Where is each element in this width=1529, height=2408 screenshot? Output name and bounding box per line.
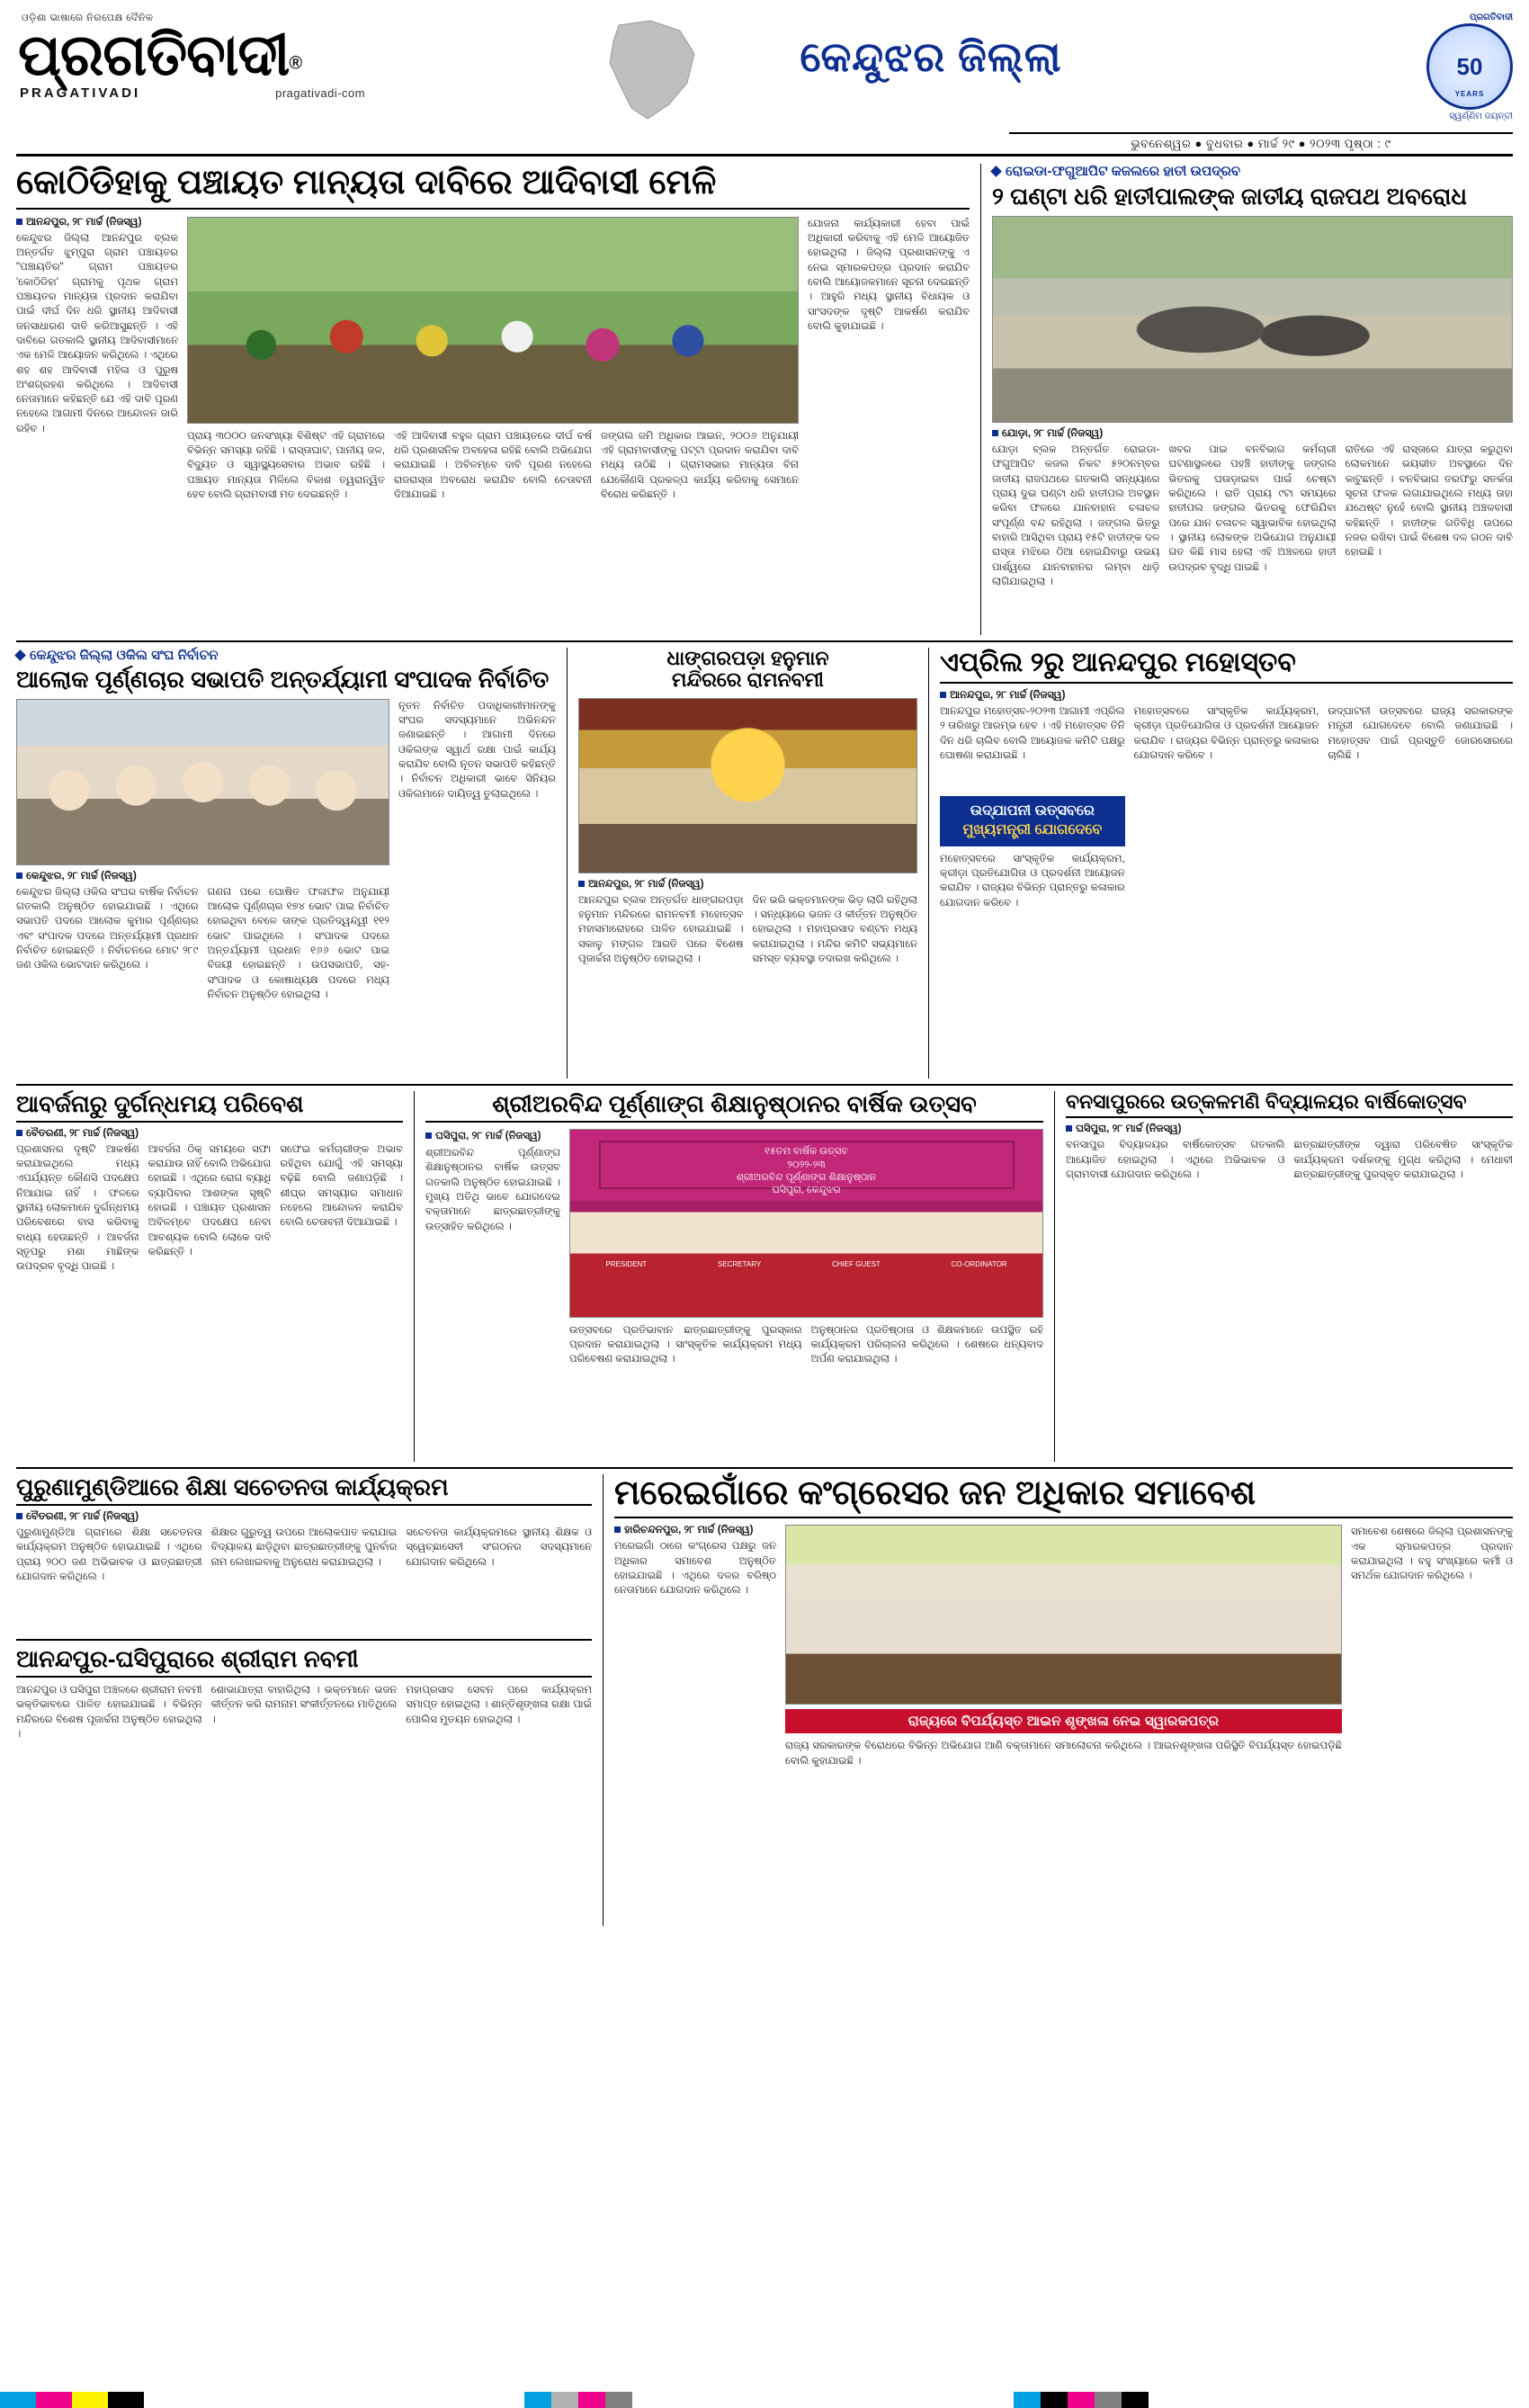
divider-3 bbox=[16, 1467, 1513, 1469]
aurobindo-photo bbox=[569, 1129, 1043, 1318]
registered-mark: ® bbox=[289, 53, 303, 74]
lead-photo bbox=[187, 217, 799, 424]
hanuman-headline-line1: ଧାଙ୍ଗରପଡ଼ା ହନୁମାନ bbox=[666, 646, 829, 669]
congress-photo bbox=[785, 1525, 1342, 1705]
district-title: କେନ୍ଦୁଝର ଜିଲ୍ଲା bbox=[800, 33, 1062, 80]
masthead-logo-english: PRAGATIVADI bbox=[20, 85, 141, 101]
lead-col5-text: ଯୋଜନା କାର୍ଯ୍ୟକାରୀ ହେବା ପାଇଁ ଅଧିକାରୀ କରିବାକୁ ଏହି ମେଳି ଆୟୋଜିତ ହୋଇଥିଲା । ଜିଲ୍ଲା ପ୍ରଶାସନଙ୍କୁ ଏ ନେଇ ସ୍ମାରକପତ୍ର ପ୍ରଦାନ କରାଯିବ ବୋଲି ଆୟୋଜକମାନେ ସୂଚନା ଦେଇଛନ୍ତି । ଆହୁରି ମଧ୍ୟ ସ୍ଥାନୀୟ ବିଧାୟକ ଓ ସାଂସଦଙ୍କ ଦୃଷ୍ଟି ଆକର୍ଷଣ କରାଯିବ ବୋଲି କୁହାଯାଇଛି । bbox=[808, 218, 970, 332]
elephant-headline: ୨ ଘଣ୍ଟା ଧରି ହାତୀପାଲଙ୍କ ଜାତୀୟ ରାଜପଥ ଅବରୋଧ bbox=[992, 183, 1468, 210]
left-bottom-column bbox=[16, 1474, 592, 1926]
anniversary-badge-icon bbox=[1426, 23, 1513, 110]
divider-2 bbox=[16, 1084, 1513, 1086]
second-block bbox=[16, 648, 1513, 1079]
mahotsav-col1-text-cont: ମହୋତ୍ସବରେ ସାଂସ୍କୃତିକ କାର୍ଯ୍ୟକ୍ରମ, କ୍ରୀଡ଼ା ପ୍ରତିଯୋଗିତା ଓ ପ୍ରଦର୍ଶନୀ ଆୟୋଜନ କରାଯିବ । ରାଜ୍ୟର ବିଭିନ୍ନ ପ୍ରାନ୍ତରୁ କଳାକାର ଯୋଗଦାନ କରିବେ । bbox=[940, 853, 1125, 909]
mahotsav-columns bbox=[940, 704, 1513, 1060]
lead-story bbox=[16, 164, 970, 635]
district-map-icon bbox=[601, 18, 704, 124]
congress-headline: ମରେଇଗାଁରେ କଂଗ୍ରେସର ଜନ ଅଧିକାର ସମାବେଶ bbox=[614, 1474, 1513, 1519]
aurobindo-col1-text: ଘସିପୁରା, ୨୮ ମାର୍ଚ୍ଚ (ନିଜସ୍ୱ) ଶ୍ରୀଅରବିନ୍ଦ ପୂର୍ଣ୍ଣାଙ୍ଗ ଶିକ୍ଷାନୁଷ୍ଠାନର ବାର୍ଷିକ ଉତ୍ସବ ଗତକାଲି ଅନୁଷ୍ଠିତ ହୋଇଯାଇଛି । ମୁଖ୍ୟ ଅତିଥି ଭାବେ ଯୋଗଦେଇ ବକ୍ତାମାନେ ଛାତ୍ରଛାତ୍ରୀଙ୍କୁ ଉତ୍ସାହିତ କରିଥିଲେ । bbox=[425, 1130, 560, 1232]
environment-col1-text: ପ୍ରଶାସନର ଦୃଷ୍ଟି ଆକର୍ଷଣ କରାଯାଇଥିଲେ ମଧ୍ୟ ଏପର୍ଯ୍ୟନ୍ତ କୌଣସି ପଦକ୍ଷେପ ନିଆଯାଇ ନାହିଁ । ଫଳରେ ସ୍ଥାନୀୟ ଲୋକମାନେ ଦୁର୍ଗନ୍ଧମୟ ପରିବେଶରେ ବାସ କରିବାକୁ ବାଧ୍ୟ ହେଉଛନ୍ତି । ଆବର୍ଜନା ସ୍ତୂପରୁ ମଶା ମାଛିଙ୍କ ଉପଦ୍ରବ ବୃଦ୍ଧି ପାଇଛି । bbox=[16, 1143, 139, 1273]
elephant-col2-text: ଖବର ପାଇ ବନବିଭାଗ କର୍ମଚାରୀ ଘଟଣାସ୍ଥଳରେ ପହଞ୍ଚି ହାତୀଙ୍କୁ ଜଙ୍ଗଲ ଭିତରକୁ ଘଉଡ଼ାଇବା ପାଇଁ ଚେଷ୍ଟା କରିଥିଲେ । ରାତି ପ୍ରାୟ ୯ଟା ସମୟରେ ହାତୀପଲ ଜଙ୍ଗଲ ଭିତରକୁ ଫେରିଯିବା ପରେ ଯାନ ଚଳାଚଳ ସ୍ୱାଭାବିକ ହୋଇଥିଲା । ସ୍ଥାନୀୟ ଲୋକଙ୍କ ଅଭିଯୋଗ ଅନୁଯାୟୀ ଗତ କିଛି ମାସ ହେଲା ଏହି ଅଞ୍ଚଳରେ ହାତୀ ଉପଦ୍ରବ ବୃଦ୍ଧି ପାଇଛି । bbox=[1168, 444, 1337, 573]
congress-col1-text: ମରେଇଗାଁ ଠାରେ କଂଗ୍ରେସ ପକ୍ଷରୁ ଜନ ଅଧିକାର ସମାବେଶ ଅନୁଷ୍ଠିତ ହୋଇଯାଇଛି । ଏଥିରେ ଦଳର ବରିଷ୍ଠ ନେତାମାନେ ଯୋଗଦାନ କରିଥିଲେ । bbox=[614, 1541, 776, 1597]
advocate-kicker: କେନ୍ଦୁଝର ଜିଲ୍ଲା ଓକିଲ ସଂଘ ନିର୍ବାଚନ bbox=[16, 648, 556, 663]
divider-4 bbox=[16, 1639, 592, 1641]
mahotsav-col1 bbox=[940, 704, 1125, 1060]
congress-story bbox=[603, 1474, 1513, 1926]
purunamundia-col2-text: ଶିକ୍ଷାର ଗୁରୁତ୍ୱ ଉପରେ ଆଲୋକପାତ କରାଯାଇ ବିଦ୍ୟାଳୟ ଛାଡ଼ିଥିବା ଛାତ୍ରଛାତ୍ରୀଙ୍କୁ ପୁନର୍ବାର ନାମ ଲେଖାଇବାକୁ ଅନୁରୋଧ କରାଯାଇଥିଲା । bbox=[210, 1526, 398, 1568]
lead-sub-columns bbox=[187, 429, 799, 613]
environment-col3-text: ସଫେଇ କର୍ମଚାରୀଙ୍କ ଅଭାବ ରହିଥିବା ଯୋଗୁଁ ଏହି ସମସ୍ୟା ବଢ଼ିଛି ବୋଲି ଜଣାପଡ଼ିଛି । ଶୀଘ୍ର ସମସ୍ୟାର ସମାଧାନ ନହେଲେ ଆନ୍ଦୋଳନ କରାଯିବ ବୋଲି ଚେତାବନୀ ଦିଆଯାଇଛି । bbox=[280, 1143, 404, 1229]
banaspur-story bbox=[1054, 1091, 1513, 1462]
environment-headline: ଆବର୍ଜନାରୁ ଦୁର୍ଗନ୍ଧମୟ ପରିବେଶ bbox=[16, 1091, 403, 1123]
purunamundia-col3-text: ସଚେତନତା କାର୍ଯ୍ୟକ୍ରମରେ ସ୍ଥାନୀୟ ଶିକ୍ଷକ ଓ ସ୍ୱେଚ୍ଛାସେବୀ ସଂଗଠନର ସଦସ୍ୟମାନେ ଯୋଗଦାନ କରିଥିଲେ । bbox=[406, 1526, 593, 1568]
banaspur-columns bbox=[1066, 1138, 1513, 1453]
masthead bbox=[16, 13, 1513, 157]
lead-byline: ଆନନ୍ଦପୁର, ୨୮ ମାର୍ଚ୍ଚ (ନିଜସ୍ୱ) bbox=[16, 217, 178, 228]
ramnabami-col1-text: ଆନନ୍ଦପୁର ଓ ଘସିପୁରା ଅଞ୍ଚଳରେ ଶ୍ରୀରାମ ନବମୀ ଭକ୍ତିଭାବରେ ପାଳିତ ହୋଇଯାଇଛି । ବିଭିନ୍ନ ମନ୍ଦିରରେ ବିଶେଷ ପୂଜାର୍ଚ୍ଚନା ଅନୁଷ୍ଠିତ ହୋଇଥିଲା । bbox=[16, 1684, 202, 1740]
hanuman-headline-line2: ମନ୍ଦିରରେ ରାମନବମୀ bbox=[672, 668, 824, 692]
elephant-col3-text: ରାତିରେ ଏହି ରାସ୍ତାରେ ଯାତ୍ରା କରୁଥିବା ଲୋକମାନେ ଭୟଭୀତ ଅବସ୍ଥାରେ ଦିନ କାଟୁଛନ୍ତି । ବନବିଭାଗ ତରଫରୁ ସତର୍କତା ସୂଚନା ଫଳକ ଲଗାଯାଇଥିଲେ ମଧ୍ୟ ତାହା ଯଥେଷ୍ଟ ନୁହେଁ ବୋଲି ସ୍ଥାନୀୟ ଅଞ୍ଚଳବାସୀ କହିଛନ୍ତି । ହାତୀଙ୍କ ଗତିବିଧି ଉପରେ ନଜର ରଖିବା ପାଇଁ ବିଶେଷ ଦଳ ଗଠନ ଦାବି ହୋଇଛି । bbox=[1345, 444, 1513, 559]
date-bar: ଭୁବନେଶ୍ୱର ● ବୁଧବାର ● ମାର୍ଚ୍ଚ ୨୯ ● ୨୦୨୩ ପୃଷ୍ଠା : ୯ bbox=[1009, 132, 1513, 156]
kicker-diamond-icon bbox=[990, 166, 1002, 177]
environment-columns bbox=[16, 1142, 403, 1462]
ramnabami-col2-text: ଶୋଭାଯାତ୍ରା ବାହାରିଥିଲା । ଭକ୍ତମାନେ ଭଜନ କୀର୍ତ୍ତନ କରି ରାମନାମ ସଂକୀର୍ତ୍ତନରେ ମାତିଥିଲେ । bbox=[210, 1684, 398, 1725]
aurobindo-columns bbox=[425, 1129, 1043, 1439]
environment-col2-text: ଆବର୍ଜନା ଠିକ୍ ସମୟରେ ସଫା କରାଯାଉ ନାହିଁ ବୋଲି ଅଭିଯୋଗ ହୋଇଛି । ଏଥିରେ ରୋଗ ବ୍ୟାଧି ବ୍ୟାପିବାର ଆଶଙ୍କା ସୃଷ୍ଟି ହୋଇଛି । ପଞ୍ଚାୟତ ପ୍ରଶାସନ ଅବିଳମ୍ବେ ପଦକ୍ଷେପ ନେବା ଆବଶ୍ୟକ ବୋଲି ଲୋକେ ଦାବି କରିଛନ୍ତି । bbox=[148, 1143, 272, 1258]
hanuman-columns bbox=[578, 893, 917, 1073]
hanuman-story bbox=[567, 648, 917, 1079]
congress-col2-text: ରାଜ୍ୟ ସରକାରଙ୍କ ବିରୋଧରେ ବିଭିନ୍ନ ଅଭିଯୋଗ ଆଣି ବକ୍ତାମାନେ ସମାଲୋଚନା କରିଥିଲେ । ଆଇନଶୃଙ୍ଖଳା ପରିସ୍ଥିତି ବିପର୍ଯ୍ୟସ୍ତ ହୋଇପଡ଼ିଛି ବୋଲି କୁହାଯାଇଛି । bbox=[785, 1741, 1342, 1767]
banner-line3: ଶ୍ରୀଅରବିନ୍ଦ ପୂର୍ଣ୍ଣାଙ୍ଗ ଶିକ୍ଷାନୁଷ୍ଠାନ bbox=[736, 1171, 877, 1183]
hanuman-col1-text: ଆନନ୍ଦପୁର ବ୍ଲକ ଅନ୍ତର୍ଗତ ଧାଙ୍ଗରପଡ଼ା ହନୁମାନ ମନ୍ଦିରରେ ରାମନବମୀ ମହୋତ୍ସବ ମହାସମାରୋହରେ ପାଳିତ ହୋଇଯାଇଛି । ସକାଳୁ ମଙ୍ଗଳ ଆରତି ପରେ ବିଶେଷ ପୂଜାର୍ଚ୍ଚନା ଅନୁଷ୍ଠିତ ହୋଇଥିଲା । bbox=[578, 894, 744, 965]
masthead-logo: ପ୍ରଗତିବାଦୀ bbox=[18, 22, 290, 87]
masthead-tagline: ଓଡ଼ିଶା ଭାଷାରେ ନିରପେକ୍ଷ ଦୈନିକ bbox=[22, 13, 154, 23]
congress-byline: ହାରିଚନ୍ଦନପୁର, ୨୮ ମାର୍ଚ୍ଚ (ନିଜସ୍ୱ) bbox=[614, 1525, 776, 1536]
advocate-col3-text: ନୂତନ ନିର୍ବାଚିତ ପଦାଧିକାରୀମାନଙ୍କୁ ସଂଘର ସଦସ୍ୟମାନେ ଅଭିନନ୍ଦନ ଜଣାଇଛନ୍ତି । ଆଗାମୀ ଦିନରେ ଓକିଲଙ୍କ ସ୍ୱାର୍ଥ ରକ୍ଷା ପାଇଁ କାର୍ଯ୍ୟ କରାଯିବ ବୋଲି ନୂତନ ସଭାପତି କହିଛନ୍ତି । ନିର୍ବାଚନ ଅଧିକାରୀ ଭାବେ ସିନିୟର ଓକିଲମାନେ ଦାୟିତ୍ୱ ତୁଲାଇଥିଲେ । bbox=[398, 700, 556, 800]
ramnabami-columns bbox=[16, 1683, 592, 1926]
lead-col4-text: ଜଙ୍ଗଲ ଜମି ଅଧିକାର ଆଇନ, ୨୦୦୬ ଅନୁଯାୟୀ ଏହି ଗ୍ରାମବାସୀଙ୍କୁ ପଟ୍ଟା ପ୍ରଦାନ କରାଯିବା ଦାବି ମଧ୍ୟ ଉଠିଛି । ଗ୍ରାମସଭାର ମାନ୍ୟତା ବିନା ଯେକୌଣସି ପ୍ରକଳ୍ପ କାର୍ଯ୍ୟ କରିବାକୁ ସେମାନେ ବିରୋଧ କରିଛନ୍ତି । bbox=[601, 430, 799, 500]
elephant-kicker: ରୋଇଡା-ଫଗୁଆପିଟ କଜଲରେ ହାତୀ ଉପଦ୍ରବ bbox=[992, 164, 1513, 179]
masthead-center bbox=[574, 13, 1288, 83]
banaspur-col1-text: ବନସାପୁର ବିଦ୍ୟାଳୟର ବାର୍ଷିକୋତ୍ସବ ଗତକାଲି ଆୟୋଜିତ ହୋଇଥିଲା । ଏଥିରେ ଅଭିଭାବକ ଓ ଗ୍ରାମବାସୀ ଯୋଗଦାନ କରିଥିଲେ । bbox=[1066, 1140, 1285, 1180]
mahotsav-highlight-box bbox=[940, 796, 1125, 846]
mahotsav-highlight-line1: ଉଦ୍‌ଯାପନୀ ଉତ୍ସବରେ bbox=[970, 803, 1095, 819]
third-block bbox=[16, 1091, 1513, 1462]
elephant-story bbox=[980, 164, 1513, 635]
mahotsav-story bbox=[928, 648, 1513, 1079]
ramnabami-headline: ଆନନ୍ଦପୁର-ଘସିପୁରାରେ ଶ୍ରୀରାମ ନବମୀ bbox=[16, 1646, 592, 1678]
advocate-byline: କେନ୍ଦୁଝର, ୨୮ ମାର୍ଚ୍ଚ (ନିଜସ୍ୱ) bbox=[16, 871, 389, 882]
mahotsav-highlight-line2: ମୁଖ୍ୟମନ୍ତ୍ରୀ ଯୋଗଦେବେ bbox=[962, 821, 1103, 837]
congress-col-1 bbox=[614, 1525, 776, 1898]
advocate-col1-text: କେନ୍ଦୁଝର ଜିଲ୍ଲା ଓକିଲ ସଂଘର ବାର୍ଷିକ ନିର୍ବାଚନ ଗତକାଲି ଅନୁଷ୍ଠିତ ହୋଇଯାଇଛି । ଏଥିରେ ସଭାପତି ପଦରେ ଆଲୋକ କୁମାର ପୂର୍ଣ୍ଣଚାର ଏବଂ ସଂପାଦକ ପଦରେ ଅନ୍ତର୍ଯ୍ୟାମୀ ପ୍ରଧାନ ନିର୍ବାଚିତ ହୋଇଛନ୍ତି । ନିର୍ବାଚନରେ ମୋଟ ୨୮୯ ଜଣ ଓକିଲ ଭୋଟଦାନ କରିଥିଲେ । bbox=[16, 886, 199, 971]
lead-col-1 bbox=[16, 217, 178, 635]
banner-line4: ଘସିପୁରା, କେନ୍ଦୁଝର bbox=[772, 1185, 841, 1196]
aurobindo-right bbox=[569, 1129, 1043, 1439]
masthead-logo-wrap bbox=[16, 22, 574, 87]
elephant-columns bbox=[992, 443, 1513, 622]
aurobindo-nameplates bbox=[570, 1260, 1042, 1268]
badge-top-label: ପ୍ରଗତିବାଦୀ bbox=[1469, 13, 1513, 22]
masthead-subline bbox=[20, 85, 574, 101]
top-block bbox=[16, 164, 1513, 635]
mahotsav-col2-text: ମହୋତ୍ସବରେ ସାଂସ୍କୃତିକ କାର୍ଯ୍ୟକ୍ରମ, କ୍ରୀଡ଼ା ପ୍ରତିଯୋଗିତା ଓ ପ୍ରଦର୍ଶନୀ ଆୟୋଜନ କରାଯିବ । ରାଜ୍ୟର ବିଭିନ୍ନ ପ୍ରାନ୍ତରୁ କଳାକାର ଯୋଗଦାନ କରିବେ । bbox=[1133, 706, 1319, 762]
hanuman-col2-text: ଦିନ ଭରି ଭକ୍ତମାନଙ୍କ ଭିଡ଼ ଲାଗି ରହିଥିଲା । ସନ୍ଧ୍ୟାରେ ଭଜନ ଓ କୀର୍ତ୍ତନ ଅନୁଷ୍ଠିତ ହୋଇଥିଲା । ମହାପ୍ରସାଦ ବଣ୍ଟନ ମଧ୍ୟ କରାଯାଇଥିଲା । ମନ୍ଦିର କମିଟି ସଭ୍ୟମାନେ ସମସ୍ତ ବ୍ୟବସ୍ଥା ତଦାରଖ କରିଥିଲେ । bbox=[752, 894, 917, 965]
advocate-left bbox=[16, 699, 389, 1079]
congress-col-2 bbox=[785, 1525, 1342, 1898]
nameplate-chief-guest: CHIEF GUEST bbox=[832, 1259, 881, 1268]
banaspur-headline: ବନସାପୁରରେ ଉତ୍କଳମଣି ବିଦ୍ୟାଳୟର ବାର୍ଷିକୋତ୍ସବ bbox=[1066, 1091, 1513, 1119]
aurobindo-sub-columns bbox=[569, 1323, 1043, 1436]
kicker-diamond-icon bbox=[14, 649, 26, 661]
badge-years-label: YEARS bbox=[1454, 90, 1485, 98]
congress-col3-text: ସମାବେଶ ଶେଷରେ ଜିଲ୍ଲା ପ୍ରଶାସନଙ୍କୁ ଏକ ସ୍ମାରକପତ୍ର ପ୍ରଦାନ କରାଯାଇଥିଲା । ବହୁ ସଂଖ୍ୟାରେ କର୍ମୀ ଓ ସମର୍ଥକ ଯୋଗଦାନ କରିଥିଲେ । bbox=[1351, 1526, 1513, 1582]
lead-col2-text: ପ୍ରାୟ ୩୦୦୦ ଜନସଂଖ୍ୟା ବିଶିଷ୍ଟ ଏହି ଗ୍ରାମରେ ବିଭିନ୍ନ ସମସ୍ୟା ରହିଛି । ରାସ୍ତାଘାଟ, ପାନୀୟ ଜଳ, ବିଦ୍ୟୁତ ଓ ସ୍ୱାସ୍ଥ୍ୟସେବାର ଅଭାବ ରହିଛି । ପଞ୍ଚାୟତ ମାନ୍ୟତା ମିଳିଲେ ବିକାଶ ତ୍ୱରାନ୍ୱିତ ହେବ ବୋଲି ଗ୍ରାମବାସୀ ମତ ଦେଇଛନ୍ତି । bbox=[187, 430, 385, 500]
lead-col-5 bbox=[808, 217, 970, 635]
advocate-story bbox=[16, 648, 556, 1079]
divider-1 bbox=[16, 640, 1513, 642]
lead-col-2 bbox=[187, 217, 799, 635]
congress-caption-strip: ରାଜ୍ୟରେ ବିପର୍ଯ୍ୟସ୍ତ ଆଇନ ଶୃଙ୍ଖଳା ନେଇ ସ୍ୱାରକପତ୍ର bbox=[785, 1709, 1342, 1733]
advocate-col2-text: ଗଣନା ପରେ ଘୋଷିତ ଫଳାଫଳ ଅନୁଯାୟୀ ଆଲୋକ ପୂର୍ଣ୍ଣଚାର ୧୭୪ ଭୋଟ ପାଇ ନିର୍ବାଚିତ ହୋଇଥିବା ବେଳେ ତାଙ୍କ ପ୍ରତିଦ୍ୱନ୍ଦ୍ୱୀ ୧୧୨ ଭୋଟ ପାଇଥିଲେ । ସଂପାଦକ ପଦରେ ଅନ୍ତର୍ଯ୍ୟାମୀ ପ୍ରଧାନ ୧୬୬ ଭୋଟ ପାଇ ବିଜୟୀ ହୋଇଛନ୍ତି । ଉପସଭାପତି, ସହ-ସଂପାଦକ ଓ କୋଷାଧ୍ୟକ୍ଷ ପଦରେ ମଧ୍ୟ ନିର୍ବାଚନ ଅନୁଷ୍ଠିତ ହୋଇଥିଲା । bbox=[207, 886, 389, 1000]
mahotsav-col1-text: ଆନନ୍ଦପୁର ମହୋତ୍ସବ-୨୦୨୩ ଆଗାମୀ ଏପ୍ରିଲ ୨ ତାରିଖରୁ ଆରମ୍ଭ ହେବ । ଏହି ମହୋତ୍ସବ ତିନି ଦିନ ଧରି ଚାଲିବ ବୋଲି ଆୟୋଜକ କମିଟି ପକ୍ଷରୁ ଘୋଷଣା କରାଯାଇଛି । bbox=[940, 706, 1125, 762]
masthead-website[interactable]: pragativadi-com bbox=[275, 86, 366, 100]
elephant-byline: ଯୋଡ଼ା, ୨୮ ମାର୍ଚ୍ଚ (ନିଜସ୍ୱ) bbox=[992, 428, 1513, 440]
elephant-photo bbox=[992, 216, 1513, 423]
congress-columns bbox=[614, 1525, 1513, 1898]
masthead-right bbox=[1288, 13, 1513, 121]
nameplate-secretary: SECRETARY bbox=[718, 1259, 762, 1268]
mahotsav-headline: ଏପ୍ରିଲ ୨ରୁ ଆନନ୍ଦପୁର ମହୋସ୍ତବ bbox=[940, 648, 1513, 685]
aurobindo-col2-text: ଉତ୍ସବରେ ପ୍ରତିଭାବାନ ଛାତ୍ରଛାତ୍ରୀଙ୍କୁ ପୁରସ୍କାର ପ୍ରଦାନ କରାଯାଇଥିଲା । ସାଂସ୍କୃତିକ କାର୍ଯ୍ୟକ୍ରମ ମଧ୍ୟ ପରିବେଷଣ କରାଯାଇଥିଲା । bbox=[569, 1324, 802, 1365]
mahotsav-byline: ଆନନ୍ଦପୁର, ୨୮ ମାର୍ଚ୍ଚ (ନିଜସ୍ୱ) bbox=[940, 690, 1513, 702]
aurobindo-headline: ଶ୍ରୀଅରବିନ୍ଦ ପୂର୍ଣ୍ଣାଙ୍ଗ ଶିକ୍ଷାନୁଷ୍ଠାନର ବାର୍ଷିକ ଉତ୍ସବ bbox=[425, 1091, 1043, 1123]
purunamundia-headline: ପୁରୁଣାମୁଣ୍ଡିଆରେ ଶିକ୍ଷା ସଚେତନତା କାର୍ଯ୍ୟକ୍ରମ bbox=[16, 1474, 592, 1506]
advocate-columns bbox=[16, 699, 556, 1079]
banner-line2: ୨୦୨୨-୨୩ bbox=[787, 1159, 826, 1170]
badge-bottom-label: ସ୍ୱର୍ଣ୍ଣିମ ଜୟନ୍ତୀ bbox=[1449, 112, 1513, 121]
advocate-sub-columns bbox=[16, 885, 389, 1079]
purunamundia-col1-text: ପୁରୁଣାମୁଣ୍ଡିଆ ଗ୍ରାମରେ ଶିକ୍ଷା ସଚେତନତା କାର୍ଯ୍ୟକ୍ରମ ଅନୁଷ୍ଠିତ ହୋଇଯାଇଛି । ଏଥିରେ ପ୍ରାୟ ୨୦୦ ଜଣ ଅଭିଭାବକ ଓ ଛାତ୍ରଛାତ୍ରୀ ଯୋଗଦାନ କରିଥିଲେ । bbox=[16, 1526, 202, 1582]
nameplate-coordinator: CO-ORDINATOR bbox=[951, 1259, 1007, 1268]
fourth-block bbox=[16, 1474, 1513, 1926]
purunamundia-byline: ବୈତରଣୀ, ୨୮ ମାର୍ଚ୍ଚ (ନିଜସ୍ୱ) bbox=[16, 1511, 592, 1523]
lead-columns bbox=[16, 217, 970, 635]
advocate-photo bbox=[16, 699, 389, 865]
nameplate-president: PRESIDENT bbox=[605, 1259, 648, 1268]
environment-byline: ବୈତରଣୀ, ୨୮ ମାର୍ଚ୍ଚ (ନିଜସ୍ୱ) bbox=[16, 1128, 403, 1140]
environment-story bbox=[16, 1091, 403, 1462]
mahotsav-col3-text: ଉଦ୍‌ଘାଟନୀ ଉତ୍ସବରେ ରାଜ୍ୟ ସରକାରଙ୍କ ମନ୍ତ୍ରୀ ଯୋଗଦେବେ ବୋଲି ଜଣାଯାଇଛି । ମହୋତ୍ସବ ପାଇଁ ପ୍ରସ୍ତୁତି ଜୋରସୋରରେ ଚାଲିଛି । bbox=[1328, 706, 1514, 762]
elephant-col1-text: ଯୋଡ଼ା ବ୍ଲକ ଅନ୍ତର୍ଗତ ରୋଇଡା-ଫଗୁଆପିଟ କଜଲ ନିକଟ ୫୨୦ନମ୍ବର ଜାତୀୟ ରାଜପଥରେ ଗତକାଲି ସନ୍ଧ୍ୟାରେ ପ୍ରାୟ ଦୁଇ ଘଣ୍ଟା ଧରି ହାତୀପଲ ଅବସ୍ଥାନ କରିବା ଫଳରେ ଯାନବାହାନ ଚଳାଚଳ ସଂପୂର୍ଣ୍ଣ ବନ୍ଦ ରହିଥିଲା । ଜଙ୍ଗଲ ଭିତରୁ ବାହାରି ଆସିଥିବା ପ୍ରାୟ ୧୫ଟି ହାତୀଙ୍କ ଦଳ ରାସ୍ତା ମଝିରେ ଠିଆ ହୋଇଯିବାରୁ ଉଭୟ ପାର୍ଶ୍ୱରେ ଯାନବାହାନର ଲମ୍ବା ଧାଡ଼ି ଲାଗିଯାଇଥିଲା । bbox=[992, 444, 1160, 588]
ramnabami-col3-text: ମହାପ୍ରସାଦ ସେବନ ପରେ କାର୍ଯ୍ୟକ୍ରମ ସମାପ୍ତ ହୋଇଥିଲା । ଶାନ୍ତିଶୃଙ୍ଖଳା ରକ୍ଷା ପାଇଁ ପୋଲିସ ମୁତୟନ ହୋଇଥିଲା । bbox=[406, 1684, 593, 1725]
lead-headline: କୋଠିଡିହାକୁ ପଞ୍ଚାୟତ ମାନ୍ୟତା ଦାବିରେ ଆଦିବାସୀ ମେଳି bbox=[16, 164, 970, 210]
banner-line1: ୧୫ତମ ବାର୍ଷିକ ଉତ୍ସବ bbox=[764, 1146, 848, 1158]
badge-number: 50 bbox=[1456, 52, 1483, 80]
hanuman-byline: ଆନନ୍ଦପୁର, ୨୮ ମାର୍ଚ୍ଚ (ନିଜସ୍ୱ) bbox=[578, 879, 917, 891]
lead-col1-text: କେନ୍ଦୁଝର ଜିଲ୍ଲା ଆନନ୍ଦପୁର ବ୍ଲକ ଅନ୍ତର୍ଗତ ଝୁମ୍ପୁରା ଗ୍ରାମ ପଞ୍ଚାୟତର "ପଞ୍ଚାୟତିର" ଗ୍ରାମ ପଞ୍ଚାୟତର 'କୋଠିଡିହା' ଗ୍ରାମକୁ ପୃଥକ ଗ୍ରାମ ପଞ୍ଚାୟତର ମାନ୍ୟତା ପ୍ରଦାନ କରାଯିବା ପାଇଁ ଦୀର୍ଘ ଦିନ ଧରି ସ୍ଥାନୀୟ ଆଦିବାସୀ ଜନସାଧାରଣ ଦାବି କରିଆସୁଛନ୍ତି । ଏହି ଦାବିରେ ଗତକାଲି ସ୍ଥାନୀୟ ଆଦିବାସୀମାନେ ଏକ ମେଳି ଆୟୋଜନ କରିଥିଲେ । ଏଥିରେ ଶହ ଶହ ଆଦିବାସୀ ମହିଳା ଓ ପୁରୁଷ ଅଂଶଗ୍ରହଣ କରିଥିଲେ । ଆଦିବାସୀ ନେତାମାନେ କହିଛନ୍ତି ଯେ ଏହି ଦାବି ପୂରଣ ନହେଲେ ଆଗାମୀ ଦିନରେ ଆନ୍ଦୋଳନ ଜାରି ରହିବ । bbox=[16, 232, 178, 434]
lead-col3-text: ଏହି ଆଦିବାସୀ ବହୁଳ ଗ୍ରାମ ପଞ୍ଚାୟତରେ ଦୀର୍ଘ ବର୍ଷ ଧରି ପ୍ରଶାସନିକ ଅବହେଳା ରହିଛି ବୋଲି ଅଭିଯୋଗ କରାଯାଇଛି । ଅବିଳମ୍ବେ ଦାବି ପୂରଣ ନହେଲେ ରାଜରାସ୍ତା ଅବରୋଧ କରାଯିବ ବୋଲି ଚେତାବନୀ ଦିଆଯାଇଛି । bbox=[394, 430, 592, 500]
aurobindo-stage-banner bbox=[599, 1141, 1015, 1196]
advocate-headline: ଆଲୋକ ପୂର୍ଣ୍ଣଚାର ସଭାପତି ଅନ୍ତର୍ଯ୍ୟାମୀ ସଂପାଦକ ନିର୍ବାଚିତ bbox=[16, 665, 550, 693]
hanuman-photo bbox=[578, 698, 917, 873]
masthead-left bbox=[16, 13, 574, 101]
purunamundia-columns bbox=[16, 1526, 592, 1634]
aurobindo-byline: ଘସିପୁରା, ୨୮ ମାର୍ଚ୍ଚ (ନିଜସ୍ୱ) bbox=[425, 1129, 560, 1143]
aurobindo-story bbox=[414, 1091, 1043, 1462]
banaspur-col2-text: ଛାତ୍ରଛାତ୍ରୀଙ୍କ ଦ୍ୱାରା ପରିବେଷିତ ସାଂସ୍କୃତିକ କାର୍ଯ୍ୟକ୍ରମ ଦର୍ଶକଙ୍କୁ ମୁଗ୍ଧ କରିଥିଲା । ମେଧାବୀ ଛାତ୍ରଛାତ୍ରୀଙ୍କୁ ପୁରସ୍କୃତ କରାଯାଇଥିଲା । bbox=[1293, 1140, 1513, 1180]
aurobindo-col3-text: ଅନୁଷ୍ଠାନର ପ୍ରତିଷ୍ଠାତା ଓ ଶିକ୍ଷକମାନେ ଉପସ୍ଥିତ ରହି କାର୍ଯ୍ୟକ୍ରମ ପରିଚାଳନା କରିଥିଲେ । ଶେଷରେ ଧନ୍ୟବାଦ ଅର୍ପଣ କରାଯାଇଥିଲା । bbox=[810, 1324, 1043, 1365]
banaspur-byline: ଘସିପୁରା, ୨୮ ମାର୍ଚ୍ଚ (ନିଜସ୍ୱ) bbox=[1066, 1123, 1513, 1135]
color-registration-bar bbox=[0, 2392, 1529, 2408]
